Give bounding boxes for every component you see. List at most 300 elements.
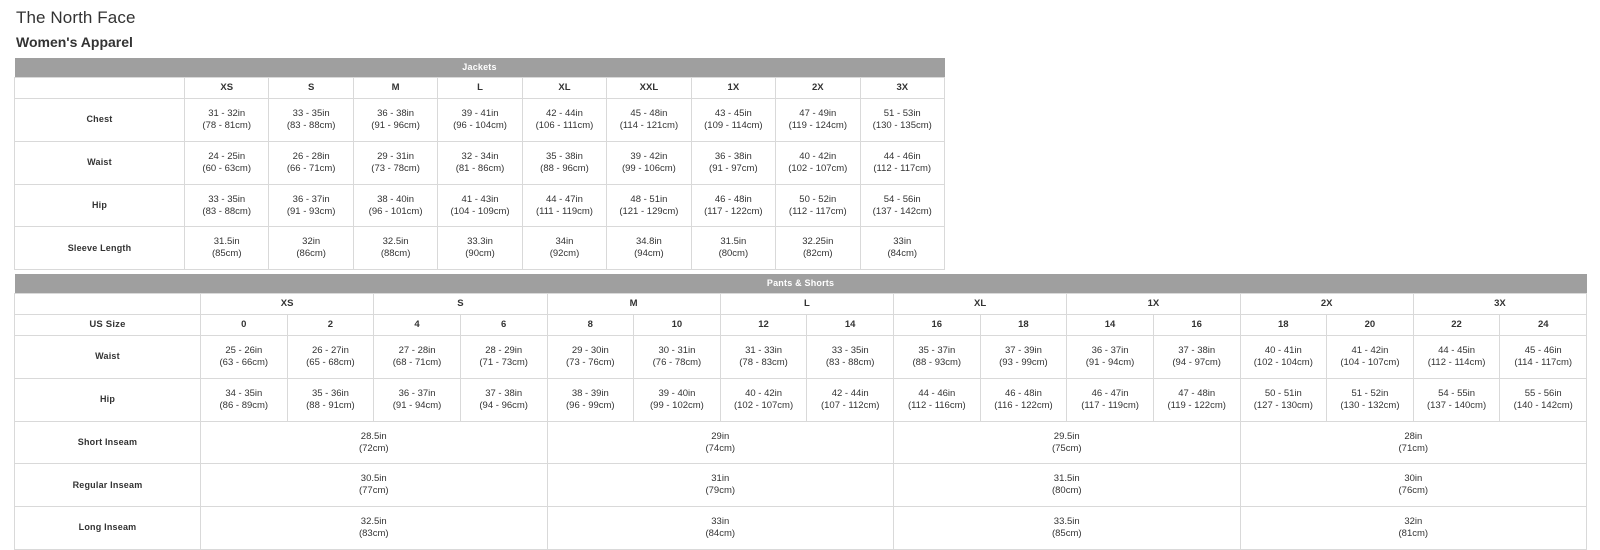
pants-measurement-cell [1153, 378, 1240, 421]
pants-size-group-header: 1X [1067, 294, 1240, 315]
measure-cm: (83cm) [358, 528, 389, 539]
pants-us-size-row [15, 315, 1587, 336]
pants-measurement-cell [1413, 378, 1500, 421]
measure-inches: 45 - 48in [630, 108, 668, 120]
pants-measurement-cell [460, 336, 547, 379]
pants-inseam-cell [1240, 464, 1587, 507]
jackets-measurement-cell [269, 227, 353, 270]
pants-measurement-cell [374, 336, 461, 379]
pants-us-size-value: 2 [287, 315, 374, 336]
measure-inches: 31 - 32in [208, 108, 246, 120]
measure-cm: (140 - 142cm) [1513, 399, 1573, 411]
measure-inches: 36 - 37in [292, 193, 330, 205]
table-row [15, 184, 945, 227]
pants-inseam-cell [547, 421, 894, 464]
table-row [15, 378, 1587, 421]
measure-cm: (73 - 76cm) [566, 357, 615, 368]
pants-inseam-cell [894, 421, 1241, 464]
measure-cm: (104 - 109cm) [450, 205, 510, 217]
measure-cm: (112 - 117cm) [873, 162, 932, 174]
measure-inches: 25 - 26in [225, 345, 263, 357]
page-title: Women's Apparel [16, 34, 133, 50]
measure-cm: (91 - 96cm) [371, 120, 420, 131]
measure-cm: (96 - 101cm) [368, 205, 423, 217]
measure-inches: 31.5in [213, 236, 240, 248]
measure-inches: 28 - 29in [485, 345, 523, 357]
measure-cm: (91 - 94cm) [392, 399, 442, 411]
pants-measurement-cell [807, 378, 894, 421]
measure-inches: 26 - 27in [311, 345, 349, 357]
measure-cm: (102 - 107cm) [733, 399, 794, 411]
jackets-measurement-cell [691, 141, 775, 184]
measure-cm: (91 - 93cm) [286, 205, 336, 217]
measure-cm: (121 - 129cm) [619, 205, 679, 217]
jackets-section-header [15, 58, 945, 78]
measure-cm: (68 - 71cm) [392, 357, 442, 368]
pants-measurement-cell [1067, 336, 1154, 379]
pants-section-header [15, 274, 1587, 294]
measure-cm: (127 - 130cm) [1253, 399, 1313, 411]
measure-cm: (85cm) [211, 248, 242, 260]
measure-inches: 43 - 45in [714, 108, 752, 120]
measure-inches: 30.5in [360, 473, 387, 485]
jackets-measurement-cell [269, 99, 353, 142]
measure-cm: (102 - 104cm) [1253, 357, 1313, 368]
pants-inseam-cell [894, 464, 1241, 507]
pants-measurement-cell [894, 336, 981, 379]
measure-inches: 29 - 30in [571, 345, 609, 357]
pants-us-size-value: 18 [980, 315, 1067, 336]
measure-cm: (63 - 66cm) [219, 357, 269, 368]
measure-cm: (76cm) [1398, 485, 1429, 497]
measure-inches: 32in [302, 236, 321, 248]
pants-us-size-value: 14 [1067, 315, 1154, 336]
measure-cm: (86 - 89cm) [219, 399, 269, 411]
measure-cm: (72cm) [358, 442, 389, 454]
measure-cm: (65 - 68cm) [306, 357, 355, 368]
measure-inches: 24 - 25in [208, 150, 246, 162]
pants-us-size-value: 6 [460, 315, 547, 336]
measure-inches: 46 - 48in [1004, 387, 1042, 399]
measure-cm: (60 - 63cm) [202, 162, 251, 174]
measure-inches: 33in [893, 236, 912, 248]
pants-size-group-header: M [547, 294, 720, 315]
pants-row-label: Hip [15, 378, 201, 421]
measure-inches: 51 - 53in [883, 108, 921, 120]
jackets-column-header-row [15, 78, 945, 99]
pants-inseam-row-label: Short Inseam [15, 421, 201, 464]
jackets-measurement-cell [438, 227, 522, 270]
jackets-measurement-cell [776, 184, 860, 227]
pants-measurement-cell [807, 336, 894, 379]
jackets-measurement-cell [860, 99, 945, 142]
jackets-column-header: 2X [776, 78, 860, 99]
measure-inches: 36 - 38in [714, 150, 752, 162]
measure-cm: (77cm) [358, 485, 389, 497]
jackets-column-header: XL [522, 78, 606, 99]
measure-cm: (91 - 97cm) [709, 162, 758, 174]
pants-us-size-value: 24 [1500, 315, 1587, 336]
measure-cm: (83 - 88cm) [825, 357, 875, 368]
measure-inches: 54 - 55in [1438, 387, 1476, 399]
pants-measurement-cell [287, 378, 374, 421]
measure-cm: (99 - 106cm) [621, 162, 676, 174]
measure-inches: 41 - 42in [1351, 345, 1389, 357]
jackets-measurement-cell [185, 99, 269, 142]
measure-cm: (119 - 122cm) [1167, 399, 1226, 411]
measure-cm: (114 - 121cm) [619, 120, 679, 131]
measure-cm: (88 - 93cm) [912, 357, 962, 368]
jackets-measurement-cell [860, 141, 945, 184]
measure-inches: 32in [1404, 516, 1423, 528]
measure-cm: (112 - 117cm) [788, 205, 847, 217]
measure-cm: (109 - 114cm) [704, 120, 763, 131]
pants-measurement-cell [460, 378, 547, 421]
pants-size-group-header: 3X [1413, 294, 1586, 315]
table-row [15, 99, 945, 142]
pants-measurement-cell [1240, 378, 1327, 421]
pants-measurement-cell [634, 378, 721, 421]
measure-cm: (107 - 112cm) [820, 399, 880, 411]
measure-cm: (81 - 86cm) [455, 162, 505, 174]
pants-measurement-cell [547, 378, 634, 421]
pants-size-group-header: XS [201, 294, 374, 315]
jackets-measurement-cell [353, 99, 437, 142]
measure-inches: 40 - 42in [745, 387, 783, 399]
pants-us-size-value: 22 [1413, 315, 1500, 336]
jackets-row-label: Waist [15, 141, 185, 184]
measure-inches: 38 - 40in [377, 193, 415, 205]
jackets-header-corner [15, 78, 185, 99]
jackets-measurement-cell [269, 141, 353, 184]
brand-title: The North Face [16, 8, 136, 27]
jackets-measurement-cell [607, 184, 691, 227]
jackets-row-label: Hip [15, 184, 185, 227]
measure-inches: 32.5in [360, 516, 387, 528]
jackets-measurement-cell [776, 141, 860, 184]
jackets-row-label: Sleeve Length [15, 227, 185, 270]
jackets-measurement-cell [522, 184, 606, 227]
pants-inseam-row-label: Long Inseam [15, 507, 201, 550]
measure-inches: 29.5in [1053, 430, 1080, 442]
pants-inseam-cell [894, 507, 1241, 550]
jackets-measurement-cell [438, 141, 522, 184]
measure-inches: 32.5in [382, 236, 409, 248]
measure-inches: 51 - 52in [1351, 387, 1389, 399]
measure-cm: (84cm) [887, 248, 918, 260]
measure-inches: 31in [711, 473, 730, 485]
measure-inches: 33 - 35in [208, 193, 246, 205]
measure-inches: 34in [555, 236, 574, 248]
measure-cm: (112 - 116cm) [907, 399, 966, 411]
pants-measurement-cell [1240, 336, 1327, 379]
pants-size-group-header: L [720, 294, 893, 315]
measure-inches: 31.5in [720, 236, 747, 248]
jackets-measurement-cell [438, 184, 522, 227]
measure-inches: 47 - 49in [799, 108, 837, 120]
measure-cm: (99 - 102cm) [650, 399, 704, 411]
measure-cm: (96 - 99cm) [566, 399, 615, 411]
pants-us-size-value: 0 [201, 315, 288, 336]
measure-inches: 45 - 46in [1524, 345, 1562, 357]
measure-inches: 38 - 39in [571, 387, 609, 399]
measure-inches: 35 - 38in [545, 150, 583, 162]
measure-cm: (92cm) [549, 248, 580, 260]
measure-cm: (94 - 96cm) [479, 399, 528, 411]
measure-inches: 33 - 35in [292, 108, 330, 120]
measure-inches: 41 - 43in [461, 193, 499, 205]
pants-size-group-header: S [374, 294, 547, 315]
pants-section-title: Pants & Shorts [15, 274, 1587, 294]
pants-measurement-cell [634, 336, 721, 379]
measure-inches: 44 - 47in [545, 193, 583, 205]
measure-cm: (79cm) [705, 485, 736, 497]
pants-inseam-cell [547, 507, 894, 550]
measure-inches: 36 - 37in [398, 387, 436, 399]
jackets-measurement-cell [860, 184, 945, 227]
measure-inches: 33in [711, 516, 730, 528]
jackets-measurement-cell [607, 227, 691, 270]
pants-inseam-row-label: Regular Inseam [15, 464, 201, 507]
measure-cm: (90cm) [465, 248, 495, 260]
pants-us-size-value: 10 [634, 315, 721, 336]
measure-inches: 37 - 39in [1004, 345, 1042, 357]
jackets-measurement-cell [522, 227, 606, 270]
pants-inseam-cell [547, 464, 894, 507]
jackets-column-header: XS [185, 78, 269, 99]
jackets-size-table [14, 58, 945, 270]
measure-inches: 29in [711, 430, 730, 442]
jackets-measurement-cell [353, 227, 437, 270]
measure-cm: (137 - 142cm) [872, 205, 932, 217]
measure-inches: 33 - 35in [831, 345, 869, 357]
measure-cm: (80cm) [1051, 485, 1082, 497]
pants-measurement-cell [1413, 336, 1500, 379]
jackets-measurement-cell [522, 99, 606, 142]
measure-inches: 33.5in [1053, 516, 1080, 528]
pants-measurement-cell [720, 378, 807, 421]
measure-cm: (117 - 119cm) [1081, 399, 1139, 411]
measure-cm: (66 - 71cm) [286, 162, 336, 174]
measure-inches: 54 - 56in [883, 193, 921, 205]
measure-cm: (117 - 122cm) [704, 205, 763, 217]
measure-inches: 42 - 44in [545, 108, 583, 120]
measure-inches: 28.5in [360, 430, 387, 442]
measure-inches: 40 - 41in [1264, 345, 1302, 357]
measure-inches: 47 - 48in [1178, 387, 1216, 399]
measure-cm: (75cm) [1051, 442, 1082, 454]
jackets-row-label: Chest [15, 99, 185, 142]
measure-inches: 50 - 52in [799, 193, 837, 205]
pants-measurement-cell [1500, 378, 1587, 421]
measure-cm: (112 - 114cm) [1427, 357, 1486, 368]
pants-us-size-value: 4 [374, 315, 461, 336]
measure-cm: (111 - 119cm) [535, 205, 593, 217]
measure-inches: 37 - 38in [485, 387, 523, 399]
pants-measurement-cell [1067, 378, 1154, 421]
jackets-column-header: XXL [607, 78, 691, 99]
measure-inches: 39 - 41in [461, 108, 499, 120]
measure-cm: (88 - 96cm) [540, 162, 589, 174]
measure-cm: (106 - 111cm) [535, 120, 594, 131]
table-row [15, 464, 1587, 507]
jackets-measurement-cell [691, 184, 775, 227]
measure-cm: (71 - 73cm) [479, 357, 528, 368]
jackets-table-body [15, 99, 945, 270]
measure-cm: (76 - 78cm) [652, 357, 702, 368]
measure-inches: 36 - 38in [377, 108, 415, 120]
jackets-measurement-cell [185, 141, 269, 184]
jackets-measurement-cell [438, 99, 522, 142]
pants-us-size-value: 12 [720, 315, 807, 336]
jackets-measurement-cell [185, 184, 269, 227]
jackets-measurement-cell [607, 99, 691, 142]
measure-inches: 37 - 38in [1178, 345, 1216, 357]
measure-inches: 33.3in [467, 236, 493, 248]
measure-cm: (130 - 132cm) [1340, 399, 1400, 411]
jackets-measurement-cell [691, 227, 775, 270]
pants-inseam-cell [1240, 421, 1587, 464]
pants-us-size-label: US Size [15, 315, 201, 336]
pants-table-wrap [14, 274, 1586, 550]
measure-cm: (78 - 81cm) [202, 120, 251, 131]
pants-us-size-value: 8 [547, 315, 634, 336]
measure-inches: 35 - 37in [918, 345, 956, 357]
measure-cm: (104 - 107cm) [1340, 357, 1400, 368]
measure-inches: 55 - 56in [1524, 387, 1562, 399]
jackets-measurement-cell [522, 141, 606, 184]
measure-inches: 32 - 34in [461, 150, 499, 162]
measure-cm: (96 - 104cm) [453, 120, 507, 131]
jackets-column-header: M [353, 78, 437, 99]
table-row [15, 336, 1587, 379]
pants-measurement-cell [720, 336, 807, 379]
jackets-column-header: 1X [691, 78, 775, 99]
jackets-measurement-cell [269, 184, 353, 227]
measure-cm: (116 - 122cm) [994, 399, 1053, 411]
pants-measurement-cell [201, 378, 288, 421]
jackets-measurement-cell [691, 99, 775, 142]
measure-inches: 28in [1404, 430, 1423, 442]
pants-us-size-value: 16 [894, 315, 981, 336]
pants-group-corner [15, 294, 201, 315]
measure-inches: 31 - 33in [745, 345, 783, 357]
table-row [15, 227, 945, 270]
measure-cm: (78 - 83cm) [739, 357, 788, 368]
jackets-measurement-cell [860, 227, 945, 270]
pants-measurement-cell [374, 378, 461, 421]
jackets-measurement-cell [607, 141, 691, 184]
pants-measurement-cell [201, 336, 288, 379]
measure-inches: 30in [1404, 473, 1423, 485]
pants-us-size-value: 14 [807, 315, 894, 336]
measure-cm: (94 - 97cm) [1172, 357, 1221, 368]
jackets-column-header: 3X [860, 78, 945, 99]
measure-cm: (137 - 140cm) [1426, 399, 1487, 411]
pants-inseam-cell [201, 507, 548, 550]
table-row [15, 141, 945, 184]
measure-cm: (74cm) [705, 442, 736, 454]
jackets-measurement-cell [776, 227, 860, 270]
measure-cm: (73 - 78cm) [371, 162, 420, 174]
measure-inches: 32.25in [802, 236, 834, 248]
measure-cm: (83 - 88cm) [202, 205, 251, 217]
measure-cm: (81cm) [1398, 528, 1429, 539]
pants-measurement-cell [287, 336, 374, 379]
jackets-column-header: S [269, 78, 353, 99]
pants-us-size-value: 16 [1153, 315, 1240, 336]
measure-inches: 30 - 31in [658, 345, 696, 357]
measure-cm: (130 - 135cm) [872, 120, 932, 131]
jackets-section-title: Jackets [15, 58, 945, 78]
measure-cm: (88 - 91cm) [306, 399, 355, 411]
jackets-measurement-cell [353, 184, 437, 227]
measure-inches: 44 - 46in [883, 150, 921, 162]
pants-table-body [15, 336, 1587, 550]
pants-size-group-header: XL [894, 294, 1067, 315]
measure-inches: 35 - 36in [311, 387, 349, 399]
measure-inches: 44 - 45in [1438, 345, 1476, 357]
measure-cm: (86cm) [296, 248, 326, 260]
pants-measurement-cell [1327, 336, 1414, 379]
jackets-table-wrap [14, 58, 1586, 270]
jackets-measurement-cell [353, 141, 437, 184]
measure-inches: 40 - 42in [799, 150, 837, 162]
measure-cm: (85cm) [1051, 528, 1082, 539]
jackets-measurement-cell [185, 227, 269, 270]
measure-cm: (91 - 94cm) [1085, 357, 1135, 368]
measure-cm: (119 - 124cm) [788, 120, 847, 131]
measure-inches: 46 - 47in [1091, 387, 1129, 399]
measure-cm: (82cm) [803, 248, 833, 260]
measure-inches: 39 - 42in [630, 150, 668, 162]
table-row [15, 421, 1587, 464]
pants-measurement-cell [980, 336, 1067, 379]
measure-cm: (102 - 107cm) [788, 162, 848, 174]
measure-inches: 36 - 37in [1091, 345, 1129, 357]
measure-inches: 31.5in [1053, 473, 1080, 485]
pants-measurement-cell [1153, 336, 1240, 379]
jackets-measurement-cell [776, 99, 860, 142]
measure-inches: 34.8in [635, 236, 662, 248]
measure-inches: 42 - 44in [831, 387, 869, 399]
measure-inches: 29 - 31in [377, 150, 415, 162]
pants-size-table [14, 274, 1587, 550]
measure-cm: (84cm) [705, 528, 736, 539]
table-row [15, 507, 1587, 550]
measure-inches: 48 - 51in [630, 193, 668, 205]
measure-cm: (83 - 88cm) [286, 120, 336, 131]
measure-cm: (93 - 99cm) [999, 357, 1048, 368]
measure-cm: (94cm) [634, 248, 664, 260]
measure-inches: 46 - 48in [714, 193, 752, 205]
pants-size-group-header: 2X [1240, 294, 1413, 315]
measure-inches: 39 - 40in [658, 387, 696, 399]
pants-measurement-cell [980, 378, 1067, 421]
measure-inches: 26 - 28in [292, 150, 330, 162]
pants-inseam-cell [201, 421, 548, 464]
measure-cm: (88cm) [380, 248, 411, 260]
pants-measurement-cell [1327, 378, 1414, 421]
pants-size-group-row [15, 294, 1587, 315]
measure-inches: 50 - 51in [1264, 387, 1302, 399]
measure-cm: (80cm) [718, 248, 749, 260]
pants-measurement-cell [547, 336, 634, 379]
measure-cm: (71cm) [1398, 442, 1429, 454]
pants-us-size-value: 20 [1327, 315, 1414, 336]
pants-us-size-value: 18 [1240, 315, 1327, 336]
pants-inseam-cell [201, 464, 548, 507]
